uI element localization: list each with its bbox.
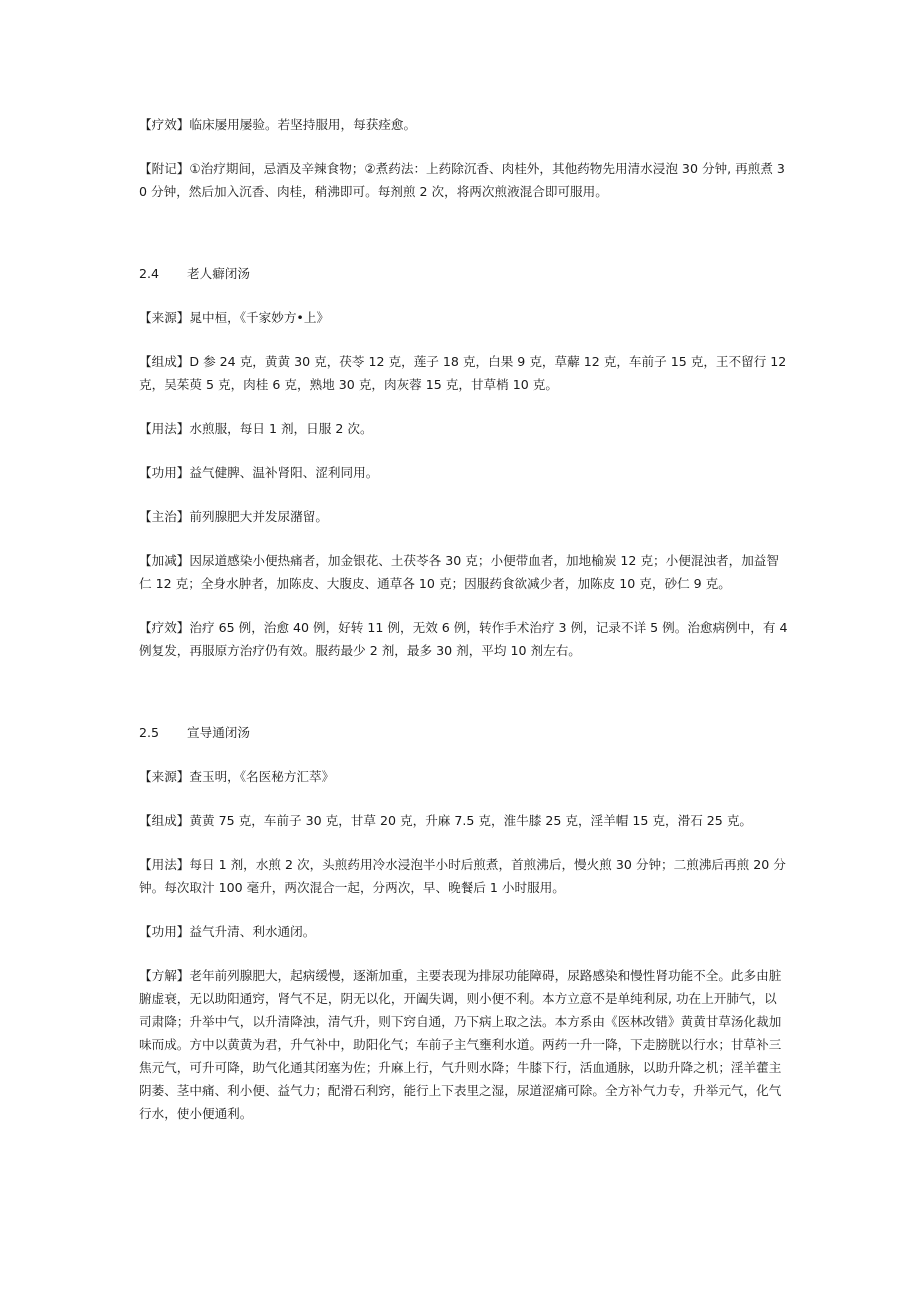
entry-label: 主治	[151, 509, 177, 524]
recipe-entry-paragraph	[139, 616, 789, 662]
label-bracket-close: 】	[176, 354, 190, 369]
label-bracket-close: 】	[176, 117, 190, 132]
label-bracket-close: 】	[176, 924, 190, 939]
entry-text: 老年前列腺肥大，起病缓慢，逐渐加重，主要表现为排尿功能障碍，尿路感染和慢性肾功能不全。此多由脏腑虚衰，无以助阳通窍，肾气不足，阴无以化，开阖失调，则小便不利。本方立意不是单纯利尿, 功在上开肺气，以司肃降；升举中气，以升清降浊，清气升，则下窍自通，乃下病上取之法。本方系由《医林改错》黄黄甘草汤化裁加味而成。方中以黄黄为君，升气补中，助阳化气；车前子主气壅利水道。两药一升一降，下走膀胱以行水；甘草补三焦元气，可升可降，助气化通其闭塞为佐；升麻上行，气升则水降；牛膝下行，活血通脉，以助升降之机；淫羊藿主阴萎、茎中痛、利小便、益气力；配滑石利窍，能行上下表里之湿，尿道涩痛可除。全方补气力专，升举元气，化气行水，使小便通利。	[139, 968, 782, 1121]
section-number: 2.5	[139, 725, 160, 740]
entry-text: D 参 24 克，黄黄 30 克，茯苓 12 克，莲子 18 克，白果 9 克，草薢 12 克，车前子 15 克，王不留行 12 克，吴茱萸 5 克，肉桂 6 克，熟地 30 克，肉灰蓉 15 克，甘草梢 10 克。	[139, 354, 787, 392]
entry-label: 附记	[151, 161, 177, 176]
section-title: 宣导通闭汤	[187, 725, 250, 740]
recipe-entry-paragraph	[139, 113, 789, 136]
recipe-entry-paragraph	[139, 809, 789, 832]
label-bracket-open: 【	[139, 968, 152, 983]
entry-label: 功用	[151, 924, 177, 939]
label-bracket-close: 】	[176, 620, 190, 635]
entry-text: 水煎服，每日 1 剂，日服 2 次。	[189, 421, 373, 436]
label-bracket-close: 】	[176, 465, 190, 480]
entry-text: 前列腺肥大并发尿潴留。	[189, 509, 328, 524]
section-spacer	[139, 224, 789, 262]
recipe-entry-paragraph	[139, 157, 789, 203]
recipe-entry-paragraph	[139, 350, 789, 396]
section-number: 2.4	[139, 266, 160, 281]
label-bracket-close: 】	[176, 310, 190, 325]
recipe-entry-paragraph	[139, 765, 789, 788]
label-bracket-open: 【	[139, 117, 152, 132]
label-bracket-open: 【	[139, 161, 152, 176]
entry-label: 疗效	[151, 117, 177, 132]
label-bracket-open: 【	[139, 421, 152, 436]
document-page	[139, 113, 789, 1146]
entry-text: ①治疗期间，忌酒及辛辣食物；②煮药法：上药除沉香、肉桂外，其他药物先用清水浸泡 30 分钟, 再煎煮 30 分钟，然后加入沉香、肉桂，稍沸即可。每剂煎 2 次，将两次煎液混合即可服用。	[139, 161, 785, 199]
label-bracket-close: 】	[176, 968, 190, 983]
entry-label: 加减	[151, 553, 177, 568]
recipe-entry-paragraph	[139, 964, 789, 1125]
recipe-entry-paragraph	[139, 306, 789, 329]
entry-label: 用法	[151, 857, 177, 872]
entry-text: 临床屡用屡验。若坚持服用，每获痊愈。	[189, 117, 417, 132]
label-bracket-close: 】	[176, 553, 190, 568]
recipe-entry-paragraph	[139, 505, 789, 528]
section-heading	[139, 721, 789, 744]
section-heading	[139, 262, 789, 285]
section-spacer	[139, 683, 789, 721]
entry-label: 疗效	[151, 620, 177, 635]
recipe-entry-paragraph	[139, 417, 789, 440]
entry-text: 查玉明，《名医秘方汇萃》	[189, 769, 335, 784]
entry-label: 组成	[151, 813, 177, 828]
entry-label: 方解	[151, 968, 177, 983]
label-bracket-close: 】	[176, 161, 190, 176]
label-bracket-open: 【	[139, 857, 152, 872]
entry-text: 每日 1 剂，水煎 2 次，头煎药用冷水浸泡半小时后煎煮，首煎沸后，慢火煎 30 分钟；二煎沸后再煎 20 分钟。每次取汁 100 毫升，两次混合一起，分两次，早、晚餐后 1 小时服用。	[139, 857, 786, 895]
label-bracket-close: 】	[176, 813, 190, 828]
entry-text: 治疗 65 例，治愈 40 例，好转 11 例，无效 6 例，转作手术治疗 3 例，记录不详 5 例。治愈病例中，有 4 例复发，再服原方治疗仍有效。服药最少 2 剂，最多 30 剂，平均 10 剂左右。	[139, 620, 788, 658]
label-bracket-close: 】	[176, 857, 190, 872]
entry-label: 组成	[151, 354, 177, 369]
label-bracket-open: 【	[139, 354, 152, 369]
label-bracket-close: 】	[176, 769, 190, 784]
label-bracket-open: 【	[139, 620, 152, 635]
entry-text: 晁中桓，《千家妙方•上》	[189, 310, 330, 325]
recipe-entry-paragraph	[139, 853, 789, 899]
label-bracket-open: 【	[139, 553, 152, 568]
entry-text: 益气健脾、温补肾阳、涩利同用。	[189, 465, 379, 480]
entry-text: 黄黄 75 克，车前子 30 克，甘草 20 克，升麻 7.5 克，淮牛膝 25 克，淫羊帽 15 克，滑石 25 克。	[189, 813, 753, 828]
entry-text: 益气升清、利水通闭。	[189, 924, 316, 939]
entry-label: 功用	[151, 465, 177, 480]
section-title: 老人癖闭汤	[187, 266, 250, 281]
entry-label: 来源	[151, 310, 177, 325]
entry-text: 因尿道感染小便热痛者，加金银花、土茯苓各 30 克；小便带血者，加地榆炭 12 克；小便混浊者，加益智仁 12 克；全身水肿者，加陈皮、大腹皮、通草各 10 克；因服药食欲减少者，加陈皮 10 克，砂仁 9 克。	[139, 553, 779, 591]
entry-label: 用法	[151, 421, 177, 436]
label-bracket-open: 【	[139, 310, 152, 325]
recipe-entry-paragraph	[139, 461, 789, 484]
label-bracket-close: 】	[176, 421, 190, 436]
label-bracket-open: 【	[139, 813, 152, 828]
label-bracket-open: 【	[139, 769, 152, 784]
label-bracket-open: 【	[139, 509, 152, 524]
recipe-entry-paragraph	[139, 549, 789, 595]
label-bracket-open: 【	[139, 924, 152, 939]
recipe-entry-paragraph	[139, 920, 789, 943]
entry-label: 来源	[151, 769, 177, 784]
label-bracket-open: 【	[139, 465, 152, 480]
label-bracket-close: 】	[176, 509, 190, 524]
